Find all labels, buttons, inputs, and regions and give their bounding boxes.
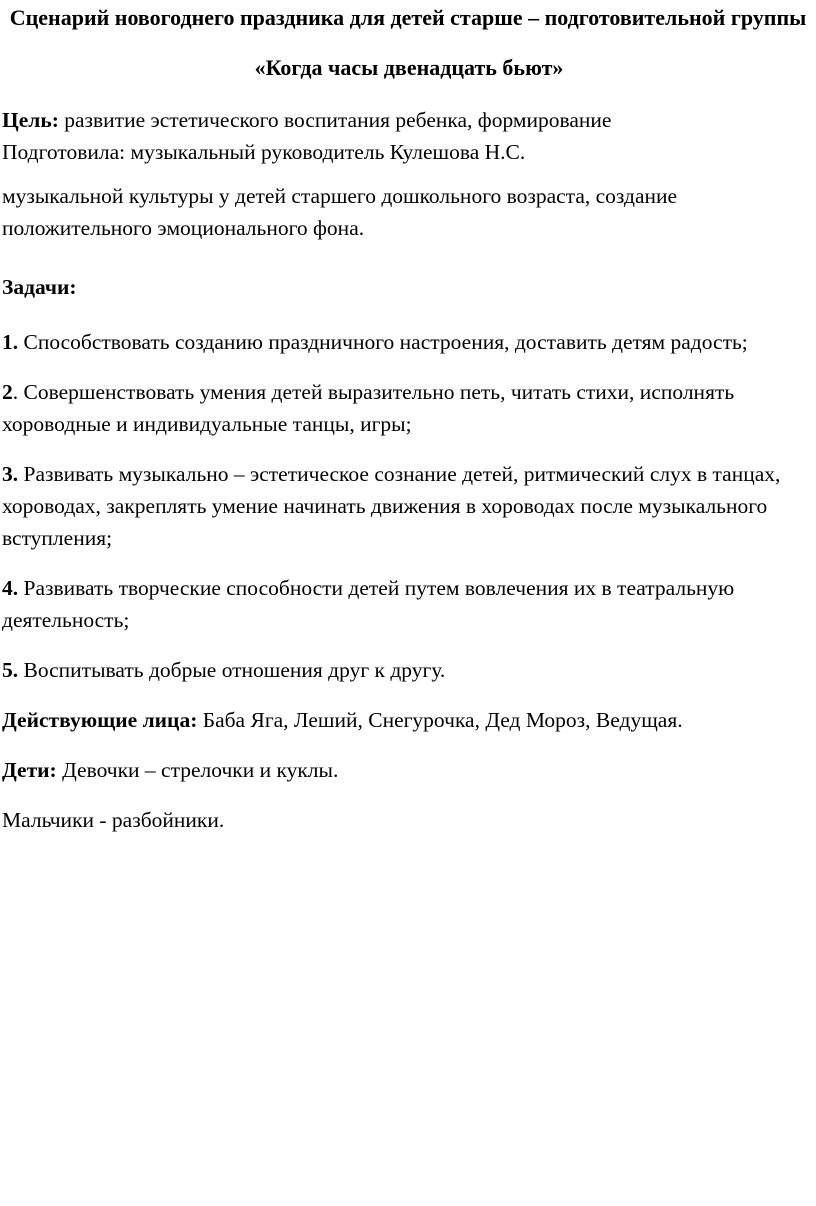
task-number: 1. (2, 330, 19, 354)
goal-text-1: развитие эстетического воспитания ребенка, формирование (58, 108, 612, 132)
boys-paragraph: Мальчики - разбойники. (2, 808, 225, 832)
task-text: Развивать творческие способности детей путем вовлечения их в театральную деятельность; (2, 576, 735, 632)
characters-label: Действующие лица: (2, 708, 198, 732)
task-text: Развивать музыкально – эстетическое сознание детей, ритмический слух в танцах, хороводах, закреплять умение начинать движения в хороводах после музыкального вступления; (2, 462, 781, 550)
task-number: 4. (2, 576, 19, 600)
task-item (2, 326, 816, 358)
children-paragraph (2, 754, 816, 786)
document-subtitle: «Когда часы двенадцать бьют» (254, 55, 564, 80)
task-item (2, 654, 816, 686)
task-item (2, 458, 816, 554)
tasks-heading: Задачи: (2, 275, 77, 299)
task-item (2, 572, 816, 636)
task-text: Воспитывать добрые отношения друг к другу. (18, 658, 446, 682)
task-text: . Совершенствовать умения детей выразительно петь, читать стихи, исполнять хороводные и индивидуальные танцы, игры; (2, 380, 735, 436)
goal-text-2: музыкальной культуры у детей старшего дошкольного возраста, создание положительного эмоционального фона. (2, 184, 678, 240)
task-number: 5. (2, 658, 19, 682)
document-title: Сценарий новогоднего праздника для детей старше – подготовительной группы (9, 5, 807, 30)
characters-paragraph (2, 704, 816, 736)
goal-paragraph (2, 104, 816, 136)
goal-label: Цель: (2, 108, 59, 132)
children-text: Девочки – стрелочки и куклы. (56, 758, 339, 782)
task-number: 3. (2, 462, 19, 486)
characters-text: Баба Яга, Леший, Снегурочка, Дед Мороз, Ведущая. (197, 708, 683, 732)
prepared-by: Подготовила: музыкальный руководитель Кулешова Н.С. (2, 140, 526, 164)
task-number: 2 (2, 380, 13, 404)
task-item (2, 376, 816, 440)
task-text: Способствовать созданию праздничного настроения, доставить детям радость; (18, 330, 748, 354)
children-label: Дети: (2, 758, 57, 782)
